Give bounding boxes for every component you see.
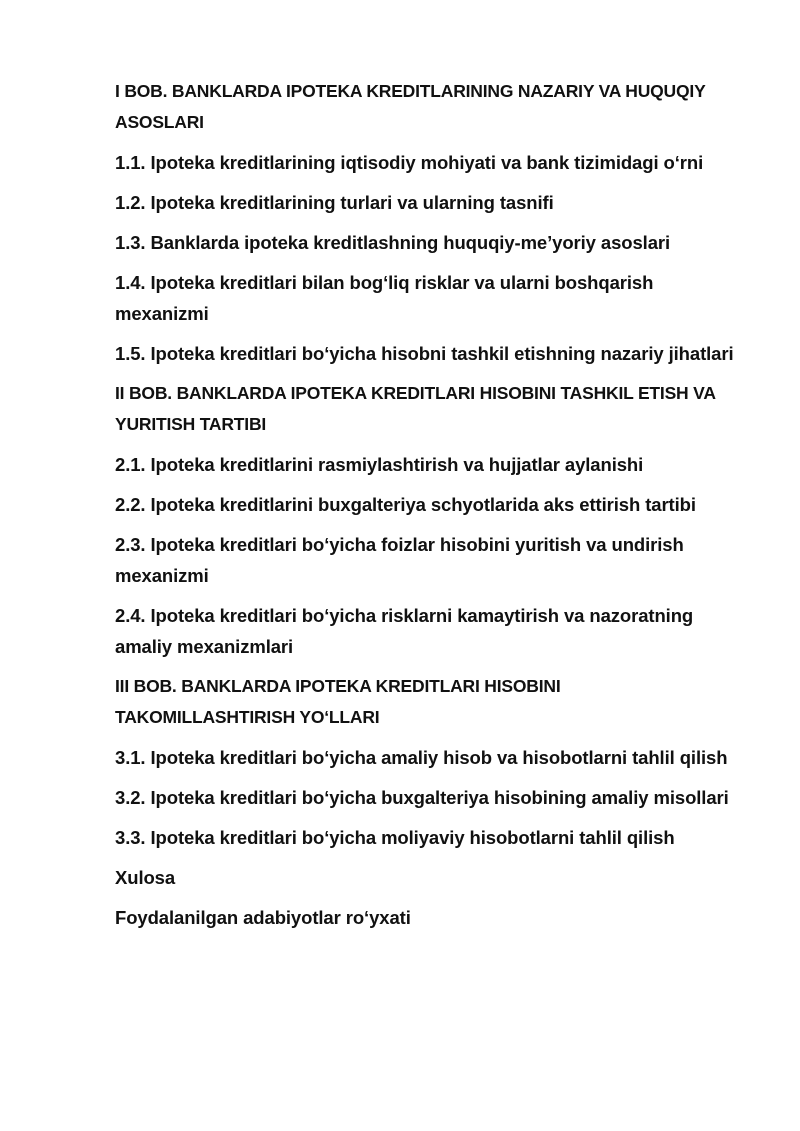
toc-section-1-4: 1.4. Ipoteka kreditlari bilan bog‘liq risklar va ularni boshqarish mexanizmi [115, 272, 654, 324]
toc-bibliography: Foydalanilgan adabiyotlar ro‘yxati [115, 907, 411, 928]
toc-section-2-2: 2.2. Ipoteka kreditlarini buxgalteriya schyotlarida aks ettirish tartibi [115, 494, 696, 515]
toc-section-1-2: 1.2. Ipoteka kreditlarining turlari va ularning tasnifi [115, 192, 554, 213]
toc-section-3-2: 3.2. Ipoteka kreditlari bo‘yicha buxgalteriya hisobining amaliy misollari [115, 787, 729, 808]
toc-conclusion: Xulosa [115, 867, 176, 888]
toc-section-3-3: 3.3. Ipoteka kreditlari bo‘yicha moliyaviy hisobotlarni tahlil qilish [115, 827, 675, 848]
table-of-contents [115, 76, 740, 942]
toc-section-1-5: 1.5. Ipoteka kreditlari bo‘yicha hisobni tashkil etishning nazariy jihatlari [115, 343, 734, 364]
toc-chapter-1: I BOB. BANKLARDA IPOTEKA KREDITLARINING NAZARIY VA HUQUQIY ASOSLARI [115, 81, 706, 132]
toc-section-2-1: 2.1. Ipoteka kreditlarini rasmiylashtirish va hujjatlar aylanishi [115, 454, 644, 475]
toc-chapter-3: III BOB. BANKLARDA IPOTEKA KREDITLARI HISOBINI TAKOMILLASHTIRISH YO‘LLARI [115, 676, 561, 727]
toc-chapter-2: II BOB. BANKLARDA IPOTEKA KREDITLARI HISOBINI TASHKIL ETISH VA YURITISH TARTIBI [115, 383, 716, 434]
toc-section-2-4: 2.4. Ipoteka kreditlari bo‘yicha risklarni kamaytirish va nazoratning amaliy mexanizmlari [115, 605, 694, 657]
toc-section-1-3: 1.3. Banklarda ipoteka kreditlashning huquqiy-me’yoriy asoslari [115, 232, 671, 253]
toc-section-3-1: 3.1. Ipoteka kreditlari bo‘yicha amaliy hisob va hisobotlarni tahlil qilish [115, 747, 728, 768]
toc-section-2-3: 2.3. Ipoteka kreditlari bo‘yicha foizlar hisobini yuritish va undirish mexanizmi [115, 534, 684, 586]
toc-section-1-1: 1.1. Ipoteka kreditlarining iqtisodiy mohiyati va bank tizimidagi o‘rni [115, 152, 704, 173]
